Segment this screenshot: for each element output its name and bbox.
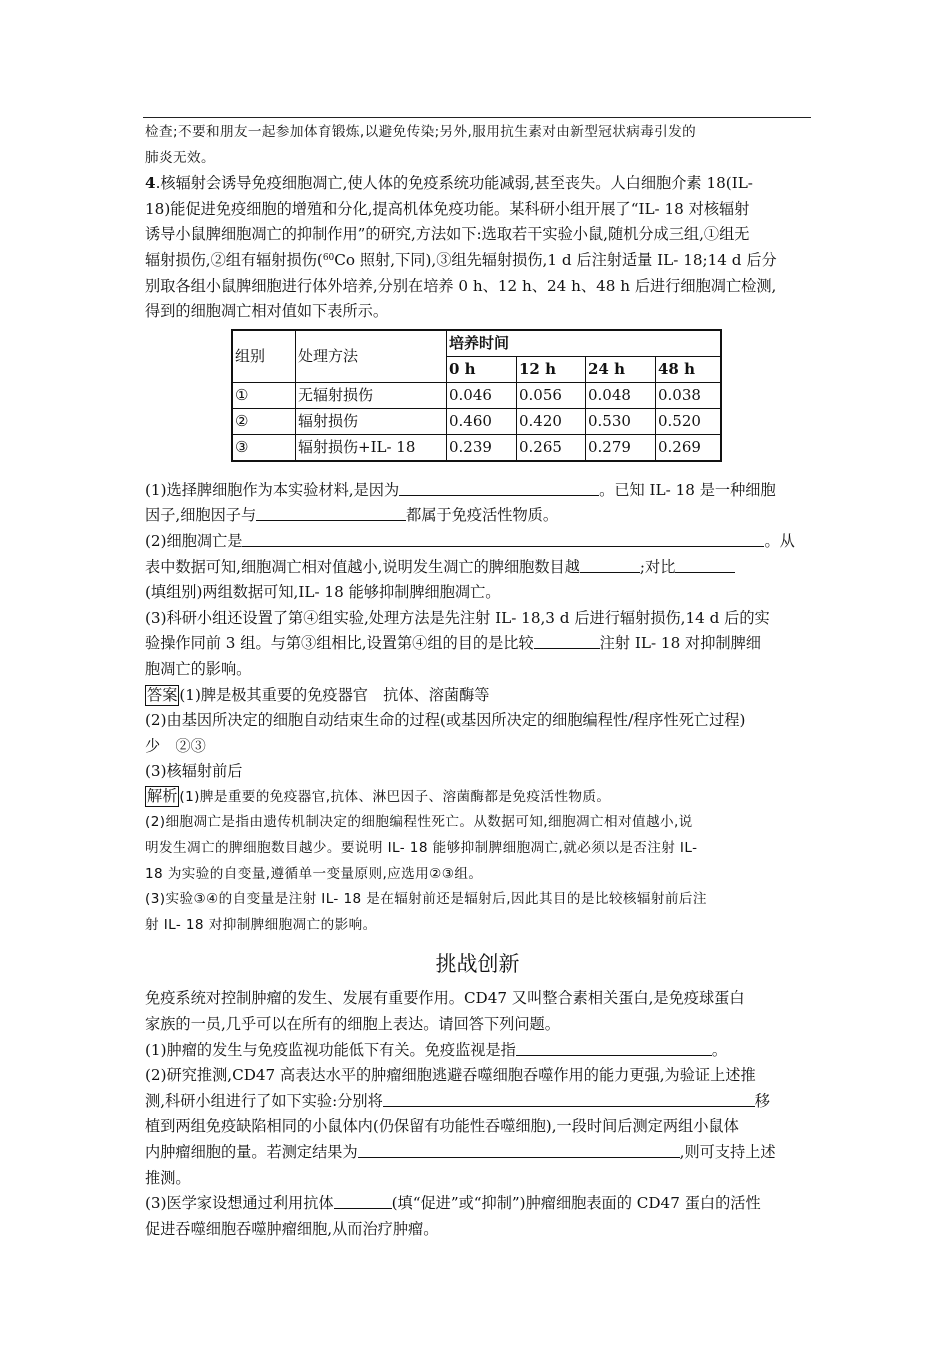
sub-question-3-cont: [145, 657, 810, 683]
answer-label: 答案: [147, 685, 178, 704]
cell-value: 0.056: [517, 382, 586, 408]
analysis-text: 明发生凋亡的脾细胞数目越少。要说明 IL- 18 能够抑制脾细胞凋亡,就必须以是否注射 IL-: [145, 840, 698, 857]
answer-blank[interactable]: [580, 558, 640, 573]
cell-value: 0.460: [447, 408, 517, 434]
cell-value: 0.520: [656, 408, 722, 434]
answer-blank[interactable]: [256, 506, 406, 521]
answer-blank[interactable]: [383, 1092, 755, 1107]
answer-blank[interactable]: [334, 1194, 392, 1209]
challenge-q3: [145, 1191, 810, 1217]
challenge-line: 测,科研小组进行了如下实验:分别将: [145, 1091, 383, 1110]
table-row: [232, 434, 721, 461]
challenge-line: (1)肿瘤的发生与免疫监视功能低下有关。免疫监视是指: [145, 1040, 516, 1059]
sub-question-3: [145, 606, 810, 632]
sub-question-1-cont: [145, 503, 810, 529]
challenge-text: [145, 1012, 810, 1038]
challenge-line: 免疫系统对控制肿瘤的发生、发展有重要作用。CD47 又叫整合素相关蛋白,是免疫球蛋白: [145, 989, 745, 1008]
question-text: ;对比: [639, 557, 676, 576]
answer-line: [145, 708, 810, 734]
cell-method: 无辐射损伤: [296, 382, 447, 408]
question-text: 都属于免疫活性物质。: [406, 506, 559, 525]
header-group: 组别: [232, 330, 296, 383]
cell-method: 辐射损伤+IL- 18: [296, 434, 447, 461]
question-text: 胞凋亡的影响。: [145, 659, 252, 678]
answer-blank[interactable]: [534, 634, 600, 649]
intro-text: [145, 146, 810, 172]
analysis-block: [145, 785, 810, 811]
challenge-q2-cont: [145, 1114, 810, 1140]
challenge-line: 内肿瘤细胞的量。若测定结果为: [145, 1143, 358, 1161]
analysis-line: [145, 810, 810, 836]
cell-value: 0.269: [656, 434, 722, 461]
table-row: [232, 382, 721, 408]
question-text: 得到的细胞凋亡相对值如下表所示。: [145, 302, 388, 321]
document-body: [145, 120, 810, 1242]
cell-value: 0.530: [586, 408, 656, 434]
spacer: [145, 462, 810, 478]
question-text: Co 照射,下同),③组先辐射损伤,1 d 后注射适量 IL- 18;14 d 后分: [334, 250, 777, 269]
challenge-line: 推测。: [145, 1168, 191, 1187]
challenge-line: ,则可支持上述: [679, 1143, 776, 1161]
challenge-q2-cont: [145, 1089, 810, 1115]
cell-value: 0.046: [447, 382, 517, 408]
analysis-line: [145, 862, 810, 888]
cell-method: 辐射损伤: [296, 408, 447, 434]
question-text: 注射 IL- 18 对抑制脾细: [599, 634, 761, 653]
intro-line: 检查;不要和朋友一起参加体育锻炼,以避免传染;另外,服用抗生素对由新型冠状病毒引发的: [145, 124, 697, 140]
question-text: 。从: [764, 531, 795, 550]
question-text: (2)细胞凋亡是: [145, 531, 243, 550]
challenge-q2-cont: [145, 1140, 810, 1166]
cell-value: 0.038: [656, 382, 722, 408]
answer-blank[interactable]: [675, 558, 735, 573]
cell-value: 0.239: [447, 434, 517, 461]
sub-question-2: [145, 529, 810, 555]
challenge-line: 移: [754, 1091, 770, 1110]
question-text: (填组别)两组数据可知,IL- 18 能够抑制脾细胞凋亡。: [145, 583, 501, 602]
challenge-line: 植到两组免疫缺陷相同的小鼠体内(仍保留有功能性吞噬细胞),一段时间后测定两组小鼠体: [145, 1117, 739, 1136]
answer-blank[interactable]: [399, 481, 599, 496]
answer-blank[interactable]: [358, 1143, 680, 1158]
table-header-row: [232, 330, 721, 357]
cell-group: ②: [232, 408, 296, 434]
isotope-superscript: 60: [322, 252, 335, 263]
header-method: 处理方法: [296, 330, 447, 383]
cell-value: 0.420: [517, 408, 586, 434]
question-text-line: [145, 299, 810, 325]
intro-line: 肺炎无效。: [145, 149, 215, 166]
answer-text: (3)核辐射前后: [145, 762, 243, 781]
challenge-q2: [145, 1063, 810, 1089]
challenge-q3-cont: [145, 1217, 810, 1243]
analysis-text: (1)脾是重要的免疫器官,抗体、淋巴因子、溶菌酶都是免疫活性物质。: [179, 788, 611, 805]
apoptosis-table: [231, 329, 722, 462]
question-text: 验操作同前 3 组。与第③组相比,设置第④组的目的是比较: [145, 634, 534, 653]
question-text: 诱导小鼠脾细胞凋亡的抑制作用”的研究,方法如下:选取若干实验小鼠,随机分成三组,①组无: [145, 225, 750, 244]
analysis-text: (3)实验③④的自变量是注射 IL- 18 是在辐射前还是辐射后,因此其目的是比较核辐射前后注: [145, 891, 707, 908]
question-text: 辐射损伤,②组有辐射损伤(: [145, 250, 323, 269]
answer-text: 少 ②③: [145, 736, 206, 755]
analysis-line: [145, 913, 810, 939]
sub-question-1: [145, 478, 810, 504]
question-text-line: [145, 197, 810, 223]
challenge-line: (3)医学家设想通过利用抗体: [145, 1194, 334, 1213]
question-text: (3)科研小组还设置了第④组实验,处理方法是先注射 IL- 18,3 d 后进行辐射损伤,14 d 后的实: [145, 608, 770, 627]
question-text: 别取各组小鼠脾细胞进行体外培养,分别在培养 0 h、12 h、24 h、48 h 后进行细胞凋亡检测,: [145, 276, 777, 295]
challenge-line: (2)研究推测,CD47 高表达水平的肿瘤细胞逃避吞噬细胞吞噬作用的能力更强,为验证上述推: [145, 1066, 756, 1085]
cell-value: 0.265: [517, 434, 586, 461]
cell-value: 0.279: [586, 434, 656, 461]
analysis-text: 18 为实验的自变量,遵循单一变量原则,应选用②③组。: [145, 865, 483, 882]
header-rule: [143, 117, 811, 118]
answer-blank[interactable]: [242, 532, 764, 547]
header-time: 培养时间: [447, 330, 722, 357]
question-number: 4: [145, 174, 156, 193]
answer-block: [145, 683, 810, 709]
cell-value: 0.048: [586, 382, 656, 408]
question-text-line: [145, 248, 810, 274]
sub-question-3-cont: [145, 631, 810, 657]
challenge-line: (填“促进”或“抑制”)肿瘤细胞表面的 CD47 蛋白的活性: [391, 1194, 761, 1213]
sub-question-2-cont: [145, 580, 810, 606]
table-row: [232, 408, 721, 434]
header-time-24: 24 h: [586, 356, 656, 382]
question-text: (1)选择脾细胞作为本实验材料,是因为: [145, 480, 400, 499]
challenge-line: 促进吞噬细胞吞噬肿瘤细胞,从而治疗肿瘤。: [145, 1219, 439, 1238]
header-time-12: 12 h: [517, 356, 586, 382]
question-text: 表中数据可知,细胞凋亡相对值越小,说明发生凋亡的脾细胞数目越: [145, 557, 580, 576]
challenge-line: 家族的一员,几乎可以在所有的细胞上表达。请回答下列问题。: [145, 1015, 560, 1034]
analysis-line: [145, 887, 810, 913]
section-title: 挑战创新: [435, 952, 520, 977]
header-time-0: 0 h: [447, 356, 517, 382]
answer-text: (2)由基因所决定的细胞自动结束生命的过程(或基因所决定的细胞编程性/程序性死亡过程): [145, 711, 746, 730]
answer-line: [145, 759, 810, 785]
question-text-line: [145, 222, 810, 248]
challenge-q2-cont: [145, 1166, 810, 1192]
challenge-q1: [145, 1038, 810, 1064]
question-text: 18)能促进免疫细胞的增殖和分化,提高机体免疫功能。某科研小组开展了“IL- 18 对核辐射: [145, 199, 750, 218]
question-text-line: [145, 274, 810, 300]
challenge-text: [145, 986, 810, 1012]
header-time-48: 48 h: [656, 356, 722, 382]
answer-line: [145, 734, 810, 760]
answer-text: (1)脾是极其重要的免疫器官 抗体、溶菌酶等: [179, 685, 490, 704]
analysis-label: 解析: [147, 786, 178, 805]
cell-group: ①: [232, 382, 296, 408]
question-text: 。已知 IL- 18 是一种细胞: [599, 480, 776, 499]
analysis-line: [145, 836, 810, 862]
analysis-text: 射 IL- 18 对抑制脾细胞凋亡的影响。: [145, 916, 377, 933]
sub-question-2-cont: [145, 555, 810, 581]
answer-blank[interactable]: [516, 1041, 712, 1056]
cell-group: ③: [232, 434, 296, 461]
question-text: .核辐射会诱导免疫细胞凋亡,使人体的免疫系统功能减弱,甚至丧失。人白细胞介素 18(IL-: [155, 174, 753, 193]
challenge-line: 。: [711, 1040, 728, 1059]
question-text: 因子,细胞因子与: [145, 506, 257, 525]
intro-text: [145, 120, 810, 146]
analysis-text: (2)细胞凋亡是指由遗传机制决定的细胞编程性死亡。从数据可知,细胞凋亡相对值越小,说: [145, 814, 693, 831]
question-4: [145, 171, 810, 197]
